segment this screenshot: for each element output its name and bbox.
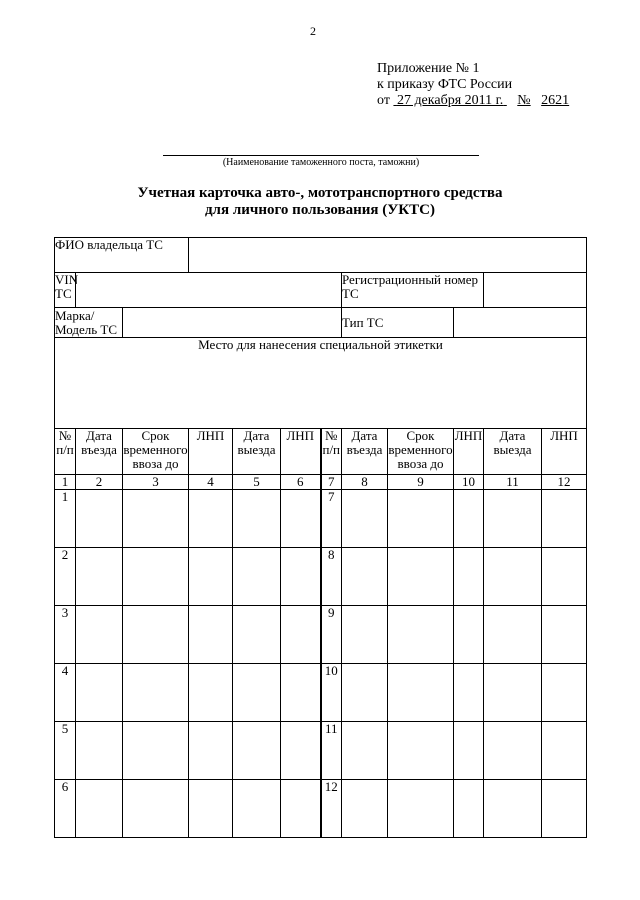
row-number: 7 [321, 490, 342, 548]
table-cell[interactable] [542, 664, 587, 722]
table-cell[interactable] [454, 722, 484, 780]
table-cell[interactable] [189, 664, 233, 722]
order-number: 2621 [541, 93, 570, 108]
table-row [55, 722, 587, 780]
table-cell[interactable] [281, 490, 321, 548]
table-cell[interactable] [233, 664, 281, 722]
col-header-entry-date: Дата въезда [342, 429, 388, 475]
column-number: 2 [76, 475, 123, 490]
table-cell[interactable] [76, 490, 123, 548]
order-date: 27 декабря 2011 г. [396, 93, 504, 108]
table-cell[interactable] [484, 548, 542, 606]
table-cell[interactable] [76, 780, 123, 838]
vin-label: VIN ТС [55, 273, 76, 308]
row-number: 6 [55, 780, 76, 838]
table-cell[interactable] [388, 722, 454, 780]
col-header-exit-date: Дата выезда [484, 429, 542, 475]
column-number: 12 [542, 475, 587, 490]
title-line2: для личного пользования (УКТС) [204, 202, 436, 218]
table-cell[interactable] [233, 490, 281, 548]
row-number: 9 [321, 606, 342, 664]
table-cell[interactable] [76, 548, 123, 606]
page-title [0, 185, 640, 219]
col-header-lnp: ЛНП [189, 429, 233, 475]
col-header-lnp: ЛНП [542, 429, 587, 475]
table-cell[interactable] [342, 722, 388, 780]
customs-post-caption: (Наименование таможенного поста, таможни) [222, 157, 420, 168]
registration-card-table [54, 237, 587, 838]
row-number: 4 [55, 664, 76, 722]
appendix-from: от [377, 93, 390, 108]
make-model-field[interactable] [123, 308, 342, 338]
table-cell[interactable] [342, 548, 388, 606]
table-cell[interactable] [388, 548, 454, 606]
row-number: 1 [55, 490, 76, 548]
table-cell[interactable] [189, 722, 233, 780]
table-cell[interactable] [123, 780, 189, 838]
row-number: 8 [321, 548, 342, 606]
customs-post-line[interactable] [163, 155, 479, 156]
table-cell[interactable] [388, 780, 454, 838]
column-number: 1 [55, 475, 76, 490]
table-cell[interactable] [454, 780, 484, 838]
table-cell[interactable] [542, 548, 587, 606]
table-row [55, 664, 587, 722]
table-cell[interactable] [454, 664, 484, 722]
appendix-line3 [377, 93, 569, 109]
table-cell[interactable] [189, 548, 233, 606]
table-cell[interactable] [454, 490, 484, 548]
col-header-no: № п/п [55, 429, 76, 475]
table-cell[interactable] [281, 606, 321, 664]
table-cell[interactable] [123, 548, 189, 606]
table-cell[interactable] [233, 780, 281, 838]
table-cell[interactable] [484, 664, 542, 722]
table-cell[interactable] [388, 606, 454, 664]
vin-field[interactable] [76, 273, 342, 308]
owner-name-field[interactable] [189, 238, 587, 273]
table-cell[interactable] [76, 664, 123, 722]
appendix-line2: к приказу ФТС России [377, 77, 513, 92]
table-cell[interactable] [454, 606, 484, 664]
row-number: 11 [321, 722, 342, 780]
table-cell[interactable] [281, 722, 321, 780]
table-cell[interactable] [281, 664, 321, 722]
table-row [55, 606, 587, 664]
table-cell[interactable] [76, 606, 123, 664]
column-number: 9 [388, 475, 454, 490]
table-cell[interactable] [542, 722, 587, 780]
table-row [55, 490, 587, 548]
table-cell[interactable] [454, 548, 484, 606]
table-cell[interactable] [189, 780, 233, 838]
col-header-temp-import-term: Срок временного ввоза до [123, 429, 189, 475]
title-line1: Учетная карточка авто-, мототранспортного средства [137, 185, 503, 201]
vehicle-type-field[interactable] [454, 308, 587, 338]
table-cell[interactable] [342, 490, 388, 548]
appendix-block [377, 61, 569, 109]
table-cell[interactable] [342, 606, 388, 664]
table-cell[interactable] [123, 722, 189, 780]
row-number: 3 [55, 606, 76, 664]
table-cell[interactable] [189, 606, 233, 664]
column-number: 5 [233, 475, 281, 490]
col-header-lnp: ЛНП [281, 429, 321, 475]
table-cell[interactable] [542, 490, 587, 548]
column-number: 11 [484, 475, 542, 490]
make-model-label: Марка/Модель ТС [55, 308, 123, 338]
column-number: 8 [342, 475, 388, 490]
table-cell[interactable] [189, 490, 233, 548]
table-cell[interactable] [484, 780, 542, 838]
special-label-area[interactable]: Место для нанесения специальной этикетки [55, 338, 587, 429]
column-number: 3 [123, 475, 189, 490]
col-header-entry-date: Дата въезда [76, 429, 123, 475]
column-number: 6 [281, 475, 321, 490]
table-cell[interactable] [123, 490, 189, 548]
vehicle-type-label: Тип ТС [342, 308, 454, 338]
table-cell[interactable] [484, 722, 542, 780]
number-sign: № [517, 93, 531, 108]
table-cell[interactable] [233, 722, 281, 780]
row-number: 2 [55, 548, 76, 606]
table-cell[interactable] [388, 490, 454, 548]
reg-number-label: Регистрационный номер ТС [342, 273, 484, 308]
table-cell[interactable] [233, 548, 281, 606]
col-header-no: № п/п [321, 429, 342, 475]
column-number: 4 [189, 475, 233, 490]
row-number: 10 [321, 664, 342, 722]
table-row [55, 780, 587, 838]
table-cell[interactable] [388, 664, 454, 722]
reg-number-field[interactable] [484, 273, 587, 308]
table-cell[interactable] [542, 780, 587, 838]
table-row [55, 548, 587, 606]
col-header-temp-import-term: Срок временного ввоза до [388, 429, 454, 475]
column-number: 10 [454, 475, 484, 490]
table-cell[interactable] [233, 606, 281, 664]
page-number: 2 [310, 24, 316, 38]
table-cell[interactable] [281, 780, 321, 838]
col-header-exit-date: Дата выезда [233, 429, 281, 475]
table-cell[interactable] [542, 606, 587, 664]
table-cell[interactable] [484, 490, 542, 548]
appendix-line1: Приложение № 1 [377, 61, 480, 76]
table-cell[interactable] [484, 606, 542, 664]
table-cell[interactable] [123, 606, 189, 664]
row-number: 5 [55, 722, 76, 780]
table-cell[interactable] [76, 722, 123, 780]
table-cell[interactable] [342, 780, 388, 838]
col-header-lnp: ЛНП [454, 429, 484, 475]
owner-name-label: ФИО владельца ТС [55, 238, 189, 273]
table-cell[interactable] [281, 548, 321, 606]
row-number: 12 [321, 780, 342, 838]
table-cell[interactable] [342, 664, 388, 722]
table-cell[interactable] [123, 664, 189, 722]
column-number: 7 [321, 475, 342, 490]
